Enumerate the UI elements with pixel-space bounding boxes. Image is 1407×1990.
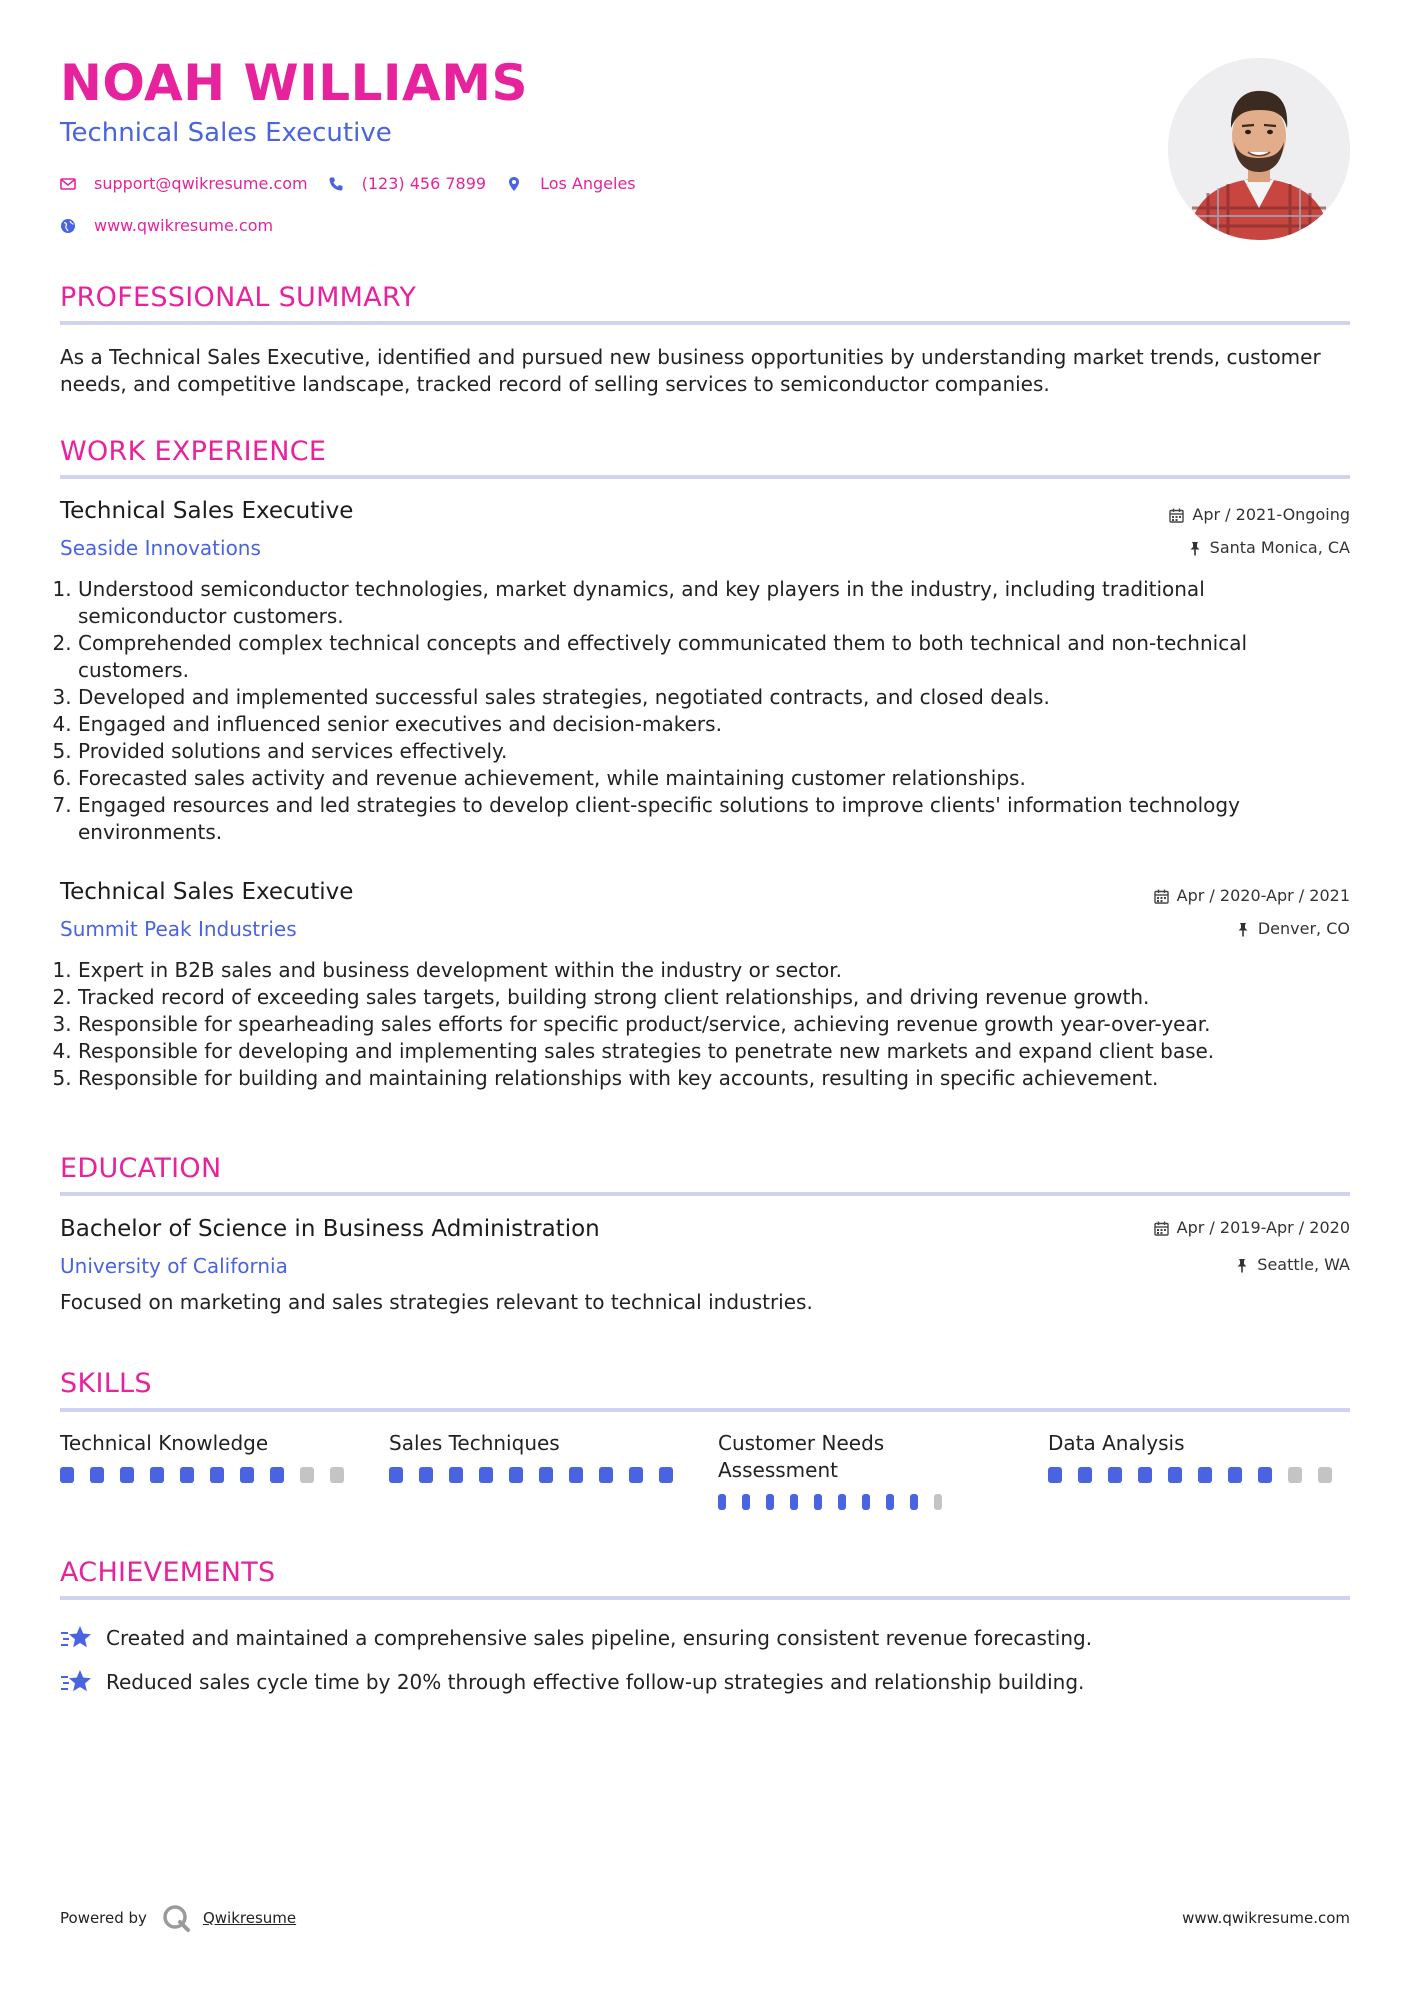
brand-link[interactable]: Qwikresume xyxy=(202,1909,297,1927)
job-2-company: Summit Peak Industries xyxy=(60,917,297,941)
powered-by-label: Powered by xyxy=(60,1909,147,1927)
achievements-divider xyxy=(60,1596,1350,1600)
list-item: 2. Tracked record of exceeding sales targets, building strong client relationships, and driving revenue growth. xyxy=(78,984,1350,1011)
skill-dot-filled xyxy=(180,1467,194,1483)
job-2-location-text: Denver, CO xyxy=(1257,919,1350,938)
skill-dot-filled xyxy=(838,1494,846,1510)
skill-dot-filled xyxy=(539,1467,553,1483)
pin-icon xyxy=(1236,922,1250,937)
job-1-dates xyxy=(1169,507,1350,523)
skill-dot-filled xyxy=(659,1467,673,1483)
list-item: 3. Responsible for spearheading sales efforts for specific product/service, achieving revenue growth year-over-year. xyxy=(78,1011,1350,1038)
skill-dot-filled xyxy=(120,1467,134,1483)
summary-text: As a Technical Sales Executive, identified and pursued new business opportunities by understanding market trends, customer needs, and competitive landscape, tracked record of selling services to semiconductor companies. xyxy=(60,345,1321,396)
footer-url[interactable]: www.qwikresume.com xyxy=(1182,1909,1350,1927)
education-dates xyxy=(1154,1220,1350,1236)
list-item: 5. Provided solutions and services effectively. xyxy=(78,738,1350,765)
skill-dot-filled xyxy=(419,1467,433,1483)
list-item: 1. Expert in B2B sales and business development within the industry or sector. xyxy=(78,957,1350,984)
skill-dot-filled xyxy=(790,1494,798,1510)
avatar xyxy=(1168,58,1350,240)
list-item: 5. Responsible for building and maintaining relationships with key accounts, resulting in specific achievement. xyxy=(78,1065,1350,1092)
location-icon xyxy=(506,176,522,192)
calendar-icon xyxy=(1169,508,1184,523)
job-1-company: Seaside Innovations xyxy=(60,536,261,560)
list-item: 4. Responsible for developing and implementing sales strategies to penetrate new markets and expand client base. xyxy=(78,1038,1350,1065)
skill-rating xyxy=(718,1494,958,1510)
skill-dot-filled xyxy=(479,1467,493,1483)
skills-heading: SKILLS xyxy=(60,1368,152,1399)
globe-icon xyxy=(60,218,76,234)
skill-dot-filled xyxy=(569,1467,583,1483)
skill-data-analysis xyxy=(1048,1430,1348,1483)
skill-name: Technical Knowledge xyxy=(60,1431,269,1455)
skill-dot-filled xyxy=(599,1467,613,1483)
job-2-title: Technical Sales Executive xyxy=(60,879,354,905)
job-1-location xyxy=(1188,540,1350,556)
skill-dot-empty xyxy=(1288,1467,1302,1483)
list-item: 4. Engaged and influenced senior executives and decision-makers. xyxy=(78,711,1350,738)
job-2-location xyxy=(1236,921,1350,937)
skill-name: Sales Techniques xyxy=(389,1431,560,1455)
skill-customer-needs-assessment xyxy=(718,1430,958,1510)
calendar-icon xyxy=(1154,1221,1169,1236)
skill-dot-filled xyxy=(449,1467,463,1483)
achievement-text: Created and maintained a comprehensive sales pipeline, ensuring consistent revenue forecasting. xyxy=(106,1626,1093,1650)
list-item: 1. Understood semiconductor technologies, market dynamics, and key players in the industry, including traditional semiconductor customers. xyxy=(78,576,1350,630)
summary-divider xyxy=(60,321,1350,325)
phone-icon xyxy=(328,176,344,192)
achievements-heading: ACHIEVEMENTS xyxy=(60,1557,276,1588)
skill-dot-filled xyxy=(1108,1467,1122,1483)
skills-divider xyxy=(60,1408,1350,1412)
contact-row-2 xyxy=(60,218,273,234)
experience-heading: WORK EXPERIENCE xyxy=(60,436,327,467)
skill-name: Data Analysis xyxy=(1048,1431,1185,1455)
list-item: 6. Forecasted sales activity and revenue achievement, while maintaining customer relationships. xyxy=(78,765,1350,792)
star-award-icon xyxy=(60,1668,92,1696)
skill-dot-filled xyxy=(1228,1467,1242,1483)
education-heading: EDUCATION xyxy=(60,1153,222,1184)
job-1-title: Technical Sales Executive xyxy=(60,498,354,524)
skill-dot-filled xyxy=(1258,1467,1272,1483)
skill-dot-filled xyxy=(886,1494,894,1510)
skill-dot-filled xyxy=(1078,1467,1092,1483)
pin-icon xyxy=(1235,1258,1249,1273)
achievement-item xyxy=(60,1624,1092,1652)
skill-dot-filled xyxy=(150,1467,164,1483)
skill-dot-filled xyxy=(766,1494,774,1510)
job-1-location-text: Santa Monica, CA xyxy=(1209,538,1350,557)
skill-dot-empty xyxy=(1318,1467,1332,1483)
skill-dot-filled xyxy=(60,1467,74,1483)
skill-dot-filled xyxy=(1048,1467,1062,1483)
list-item: 2. Comprehended complex technical concepts and effectively communicated them to both technical and non-technical customers. xyxy=(78,630,1350,684)
candidate-role: Technical Sales Executive xyxy=(60,118,392,148)
list-item: 7. Engaged resources and led strategies to develop client-specific solutions to improve clients' information technology environments. xyxy=(78,792,1350,846)
job-1-dates-text: Apr / 2021-Ongoing xyxy=(1192,505,1350,524)
education-degree: Bachelor of Science in Business Administration xyxy=(60,1216,600,1242)
education-location xyxy=(1235,1257,1350,1273)
skill-dot-empty xyxy=(300,1467,314,1483)
education-location-text: Seattle, WA xyxy=(1257,1255,1350,1274)
experience-divider xyxy=(60,475,1350,479)
list-item: 3. Developed and implemented successful sales strategies, negotiated contracts, and closed deals. xyxy=(78,684,1350,711)
phone-number[interactable]: (123) 456 7899 xyxy=(361,174,487,193)
skill-dot-filled xyxy=(1138,1467,1152,1483)
footer-powered-by xyxy=(60,1903,296,1933)
skill-rating xyxy=(60,1467,360,1483)
star-award-icon xyxy=(60,1624,92,1652)
education-school: University of California xyxy=(60,1254,288,1278)
skill-rating xyxy=(389,1467,689,1483)
pin-icon xyxy=(1188,541,1202,556)
job-2-bullets xyxy=(60,957,1350,1092)
skill-rating xyxy=(1048,1467,1348,1483)
education-description: Focused on marketing and sales strategies relevant to technical industries. xyxy=(60,1290,813,1314)
skill-dot-filled xyxy=(1168,1467,1182,1483)
skill-dot-filled xyxy=(718,1494,726,1510)
profile-photo xyxy=(1168,58,1350,240)
skill-dot-filled xyxy=(90,1467,104,1483)
skill-dot-filled xyxy=(240,1467,254,1483)
candidate-name: NOAH WILLIAMS xyxy=(60,54,528,112)
skill-dot-empty xyxy=(934,1494,942,1510)
achievement-item xyxy=(60,1668,1084,1696)
calendar-icon xyxy=(1154,889,1169,904)
skill-dot-filled xyxy=(862,1494,870,1510)
job-1-bullets xyxy=(60,576,1350,846)
email-icon xyxy=(60,176,76,192)
email-link[interactable]: support@qwikresume.com xyxy=(94,174,308,193)
skill-dot-filled xyxy=(742,1494,750,1510)
skill-sales-techniques xyxy=(389,1430,689,1483)
education-divider xyxy=(60,1192,1350,1196)
skill-dot-filled xyxy=(1198,1467,1212,1483)
achievement-text: Reduced sales cycle time by 20% through effective follow-up strategies and relationship building. xyxy=(106,1670,1085,1694)
skill-dot-filled xyxy=(814,1494,822,1510)
contact-row-1 xyxy=(60,176,636,192)
summary-heading: PROFESSIONAL SUMMARY xyxy=(60,282,417,313)
skill-dot-filled xyxy=(389,1467,403,1483)
qwikresume-logo-icon xyxy=(161,1903,191,1933)
skill-dot-filled xyxy=(270,1467,284,1483)
skill-dot-filled xyxy=(910,1494,918,1510)
skill-dot-empty xyxy=(330,1467,344,1483)
job-2-dates xyxy=(1154,888,1350,904)
skill-name: Customer Needs Assessment xyxy=(718,1431,885,1482)
education-dates-text: Apr / 2019-Apr / 2020 xyxy=(1176,1218,1350,1237)
location-text: Los Angeles xyxy=(540,174,636,193)
skill-dot-filled xyxy=(210,1467,224,1483)
job-2-dates-text: Apr / 2020-Apr / 2021 xyxy=(1176,886,1350,905)
website-link[interactable]: www.qwikresume.com xyxy=(94,216,274,235)
skill-dot-filled xyxy=(629,1467,643,1483)
skill-dot-filled xyxy=(509,1467,523,1483)
skill-technical-knowledge xyxy=(60,1430,360,1483)
